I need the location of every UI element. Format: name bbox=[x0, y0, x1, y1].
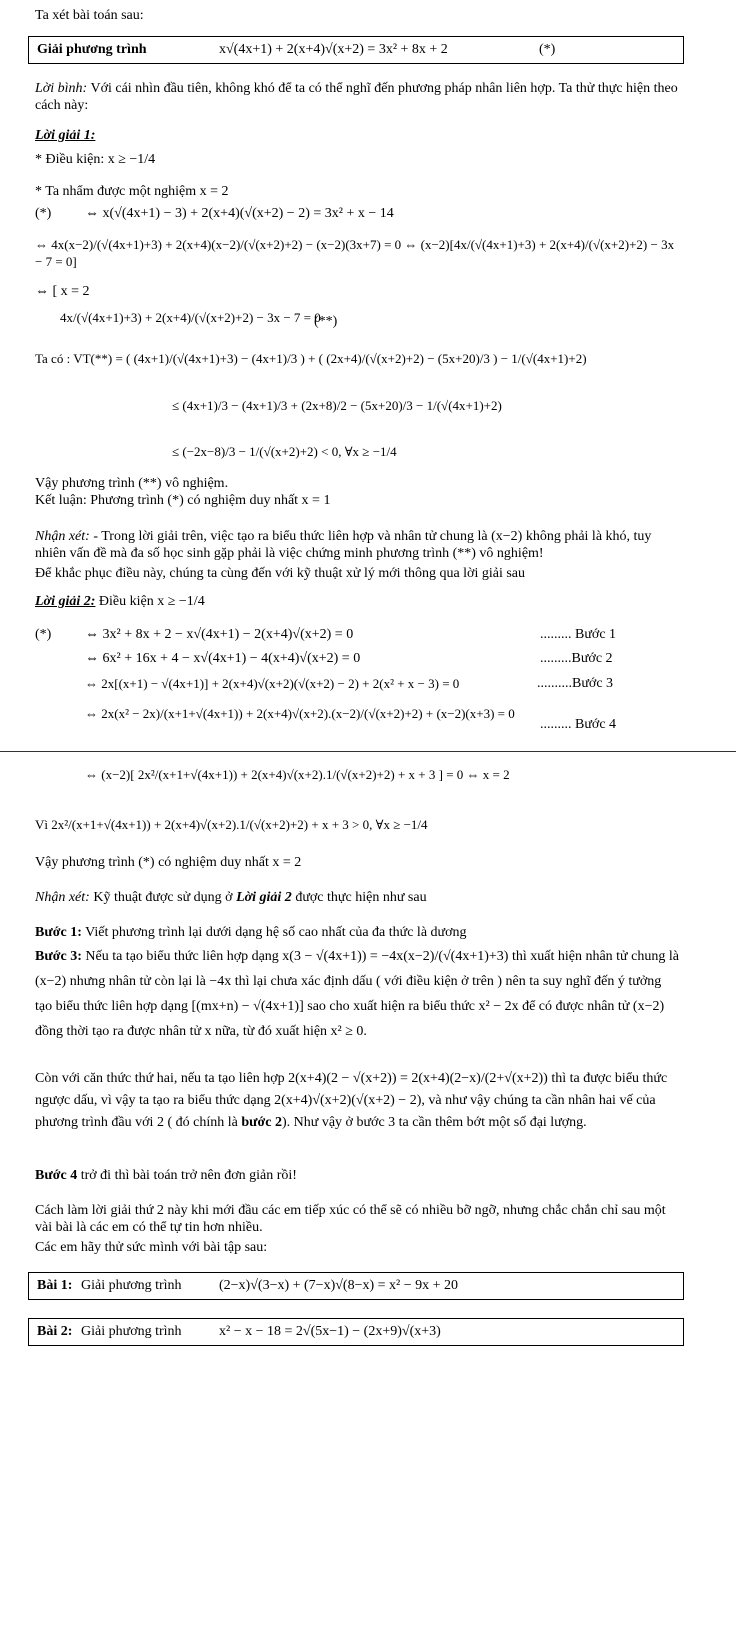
explain-step-4 bbox=[35, 1168, 297, 1184]
comment-1-label: Lời bình: bbox=[35, 81, 88, 96]
remark-2-text-before: Kỹ thuật được sử dụng ở bbox=[93, 890, 233, 905]
solution-1-case-b: 4x/(√(4x+1)+3) + 2(x+4)/(√(x+2)+2) − 3x − 7 = 0 bbox=[60, 310, 321, 325]
remark-1 bbox=[35, 528, 685, 562]
remark-1-label: Nhận xét: bbox=[35, 529, 90, 544]
solution-2-step-1: ⇔ 3x² + 8x + 2 − x√(4x+1) − 2(x+4)√(x+2) = 0 bbox=[85, 627, 354, 642]
explain-paragraph-2-text: Còn với căn thức thứ hai, nếu ta tạo liên hợp 2(x+4)(2 − √(x+2)) = 2(x+4)(2−x)/(2+√(x+2)) thì ta được biểu thức ngược dấu, vì vậy ta tạo ra biểu thức dạng 2(x+4)√(x+2)(√(x+2) − 2), và như vậy chúng ta cần nhân hai vế của phương trình đầu với 2 ( đó chính là bbox=[35, 1071, 668, 1130]
solution-2-step-2: ⇔ 6x² + 16x + 4 − x√(4x+1) − 4(x+4)√(x+2) = 0 bbox=[85, 651, 361, 666]
remark-2 bbox=[35, 890, 427, 906]
explain-step-1-text: Viết phương trình lại dưới dạng hệ số cao nhất của đa thức là dương bbox=[85, 925, 467, 940]
solution-2-step-5: ⇔ (x−2)[ 2x²/(x+1+√(4x+1)) + 2(x+4)√(x+2).1/(√(x+2)+2) + x + 3 ] = 0 ⇔ x = 2 bbox=[85, 767, 510, 782]
problem-box bbox=[28, 36, 684, 64]
exercise-1-box bbox=[28, 1272, 684, 1300]
problem-label: Giải phương trình bbox=[37, 42, 147, 57]
solution-1-condition: * Điều kiện: x ≥ −1/4 bbox=[35, 152, 156, 167]
comment-1 bbox=[35, 80, 685, 114]
explain-paragraph-2-bold: bước 2 bbox=[241, 1115, 282, 1130]
solution-2-reason: Vì 2x²/(x+1+√(4x+1)) + 2(x+4)√(x+2).1/(√(x+2)+2) + x + 3 > 0, ∀x ≥ −1/4 bbox=[35, 817, 428, 832]
remark-2-text-after: được thực hiện như sau bbox=[295, 890, 427, 905]
solution-2-step-1-label: ......... Bước 1 bbox=[540, 627, 617, 642]
solution-1-vt-line-3: ≤ (−2x−8)/3 − 1/(√(x+2)+2) < 0, ∀x ≥ −1/4 bbox=[172, 444, 397, 459]
remark-2-label: Nhận xét: bbox=[35, 890, 90, 905]
solution-2-conclusion: Vậy phương trình (*) có nghiệm duy nhất x = 2 bbox=[35, 855, 302, 870]
exercise-2-equation: x² − x − 18 = 2√(5x−1) − (2x+9)√(x+3) bbox=[219, 1324, 441, 1339]
solution-1-case-tag: (**) bbox=[314, 314, 338, 329]
explain-step-4-text: trở đi thì bài toán trở nên đơn giản rồi! bbox=[80, 1168, 297, 1183]
problem-equation: x√(4x+1) + 2(x+4)√(x+2) = 3x² + 8x + 2 bbox=[219, 42, 448, 57]
remark-1-text: - Trong lời giải trên, việc tạo ra biểu thức liên hợp và nhân tử chung là (x−2) không phải là khó, tuy nhiên vấn đề mà đa số học sinh gặp phải là việc chứng minh phương trình (**) vô nghiệm! bbox=[35, 529, 652, 561]
solution-2-step-4: ⇔ 2x(x² − 2x)/(x+1+√(4x+1)) + 2(x+4)√(x+2).(x−2)/(√(x+2)+2) + (x−2)(x+3) = 0 bbox=[85, 706, 515, 721]
exercise-1-title: Giải phương trình bbox=[81, 1278, 182, 1293]
page-break-divider bbox=[0, 751, 736, 752]
exercise-2-title: Giải phương trình bbox=[81, 1324, 182, 1339]
solution-2-step-4-label: ......... Bước 4 bbox=[540, 717, 617, 732]
exercise-2-label: Bài 2: bbox=[37, 1324, 73, 1339]
solution-1-step-1: ⇔ x(√(4x+1) − 3) + 2(x+4)(√(x+2) − 2) = 3x² + x − 14 bbox=[85, 206, 394, 221]
closing-text-2: Các em hãy thử sức mình với bài tập sau: bbox=[35, 1240, 268, 1255]
exercise-2-box bbox=[28, 1318, 684, 1346]
explain-step-1-label: Bước 1: bbox=[35, 925, 82, 940]
exercise-1-label: Bài 1: bbox=[37, 1278, 73, 1293]
explain-step-3-text: Nếu ta tạo biểu thức liên hợp dạng x(3 − √(4x+1)) = −4x(x−2)/(√(4x+1)+3) thì xuất hiện nhân tử chung là (x−2) nhưng nhân tử còn lại là −4x thì lại chưa xác định dấu ( với điều kiện ở trên ) nên ta suy nghĩ đến ý tưởng tạo biểu thức liên hợp dạng [(mx+n) − √(4x+1)] sao cho xuất hiện ra biểu thức x² − 2x để có được nhân tử (x−2) đồng thời tạo ra được nhân tử x nữa, từ đó xuất hiện x² ≥ 0. bbox=[35, 949, 679, 1039]
explain-step-3 bbox=[35, 944, 680, 1044]
solution-2-title: Lời giải 2: bbox=[35, 594, 96, 609]
solution-2-header bbox=[35, 594, 205, 610]
closing-text-1: Cách làm lời giải thứ 2 này khi mới đầu các em tiếp xúc có thể sẽ có nhiều bỡ ngỡ, nhưng chắc chắn chỉ sau một vài bài là các em có thể tự tin hơn nhiều. bbox=[35, 1203, 666, 1235]
solution-2-condition: Điều kiện x ≥ −1/4 bbox=[98, 594, 205, 609]
solution-2-step-3: ⇔ 2x[(x+1) − √(4x+1)] + 2(x+4)√(x+2)(√(x+2) − 2) + 2(x² + x − 3) = 0 bbox=[85, 676, 460, 691]
solution-1-guess: * Ta nhẩm được một nghiệm x = 2 bbox=[35, 184, 229, 199]
explain-step-3-label: Bước 3: bbox=[35, 949, 82, 964]
solution-1-case-a: ⇔ [ x = 2 bbox=[35, 284, 90, 299]
solution-1-step-2: ⇔ 4x(x−2)/(√(4x+1)+3) + 2(x+4)(x−2)/(√(x+2)+2) − (x−2)(3x+7) = 0 ⇔ (x−2)[4x/(√(4x+1)+3) + 2(x+4)/(√(x+2)+2) − 3x − 7 = 0] bbox=[35, 237, 675, 269]
problem-tag: (*) bbox=[539, 42, 556, 57]
solution-1-vt-line-1: Ta có : VT(**) = ( (4x+1)/(√(4x+1)+3) − (4x+1)/3 ) + ( (2x+4)/(√(x+2)+2) − (5x+20)/3 ) − 1/(√(4x+1)+2) bbox=[35, 351, 587, 366]
solution-1-no-solution: Vậy phương trình (**) vô nghiệm. bbox=[35, 476, 229, 491]
explain-paragraph-2 bbox=[35, 1068, 680, 1134]
solution-2-step-3-label: ..........Bước 3 bbox=[537, 676, 614, 691]
exercise-1-equation: (2−x)√(3−x) + (7−x)√(8−x) = x² − 9x + 20 bbox=[219, 1278, 459, 1293]
comment-1-text: Với cái nhìn đầu tiên, không khó để ta có thể nghĩ đến phương pháp nhân liên hợp. Ta thử thực hiện theo cách này: bbox=[35, 81, 678, 113]
solution-1-conclusion: Kết luận: Phương trình (*) có nghiệm duy nhất x = 1 bbox=[35, 493, 331, 508]
remark-2-text-bold: Lời giải 2 bbox=[236, 890, 292, 905]
explain-step-1 bbox=[35, 925, 467, 941]
solution-1-vt-line-2: ≤ (4x+1)/3 − (4x+1)/3 + (2x+8)/2 − (5x+20)/3 − 1/(√(4x+1)+2) bbox=[172, 398, 502, 413]
explain-step-4-label: Bước 4 bbox=[35, 1168, 78, 1183]
solution-2-step-tag: (*) bbox=[35, 627, 52, 642]
intro-text: Ta xét bài toán sau: bbox=[35, 8, 144, 23]
explain-paragraph-2-tail: ). Như vậy ở bước 3 ta cần thêm bớt một số đại lượng. bbox=[281, 1115, 587, 1130]
solution-1-step-tag: (*) bbox=[35, 206, 52, 221]
remark-1-text-2: Để khắc phục điều này, chúng ta cùng đến với kỹ thuật xử lý mới thông qua lời giải sau bbox=[35, 566, 526, 581]
solution-1-title: Lời giải 1: bbox=[35, 128, 96, 143]
solution-2-step-2-label: .........Bước 2 bbox=[540, 651, 613, 666]
